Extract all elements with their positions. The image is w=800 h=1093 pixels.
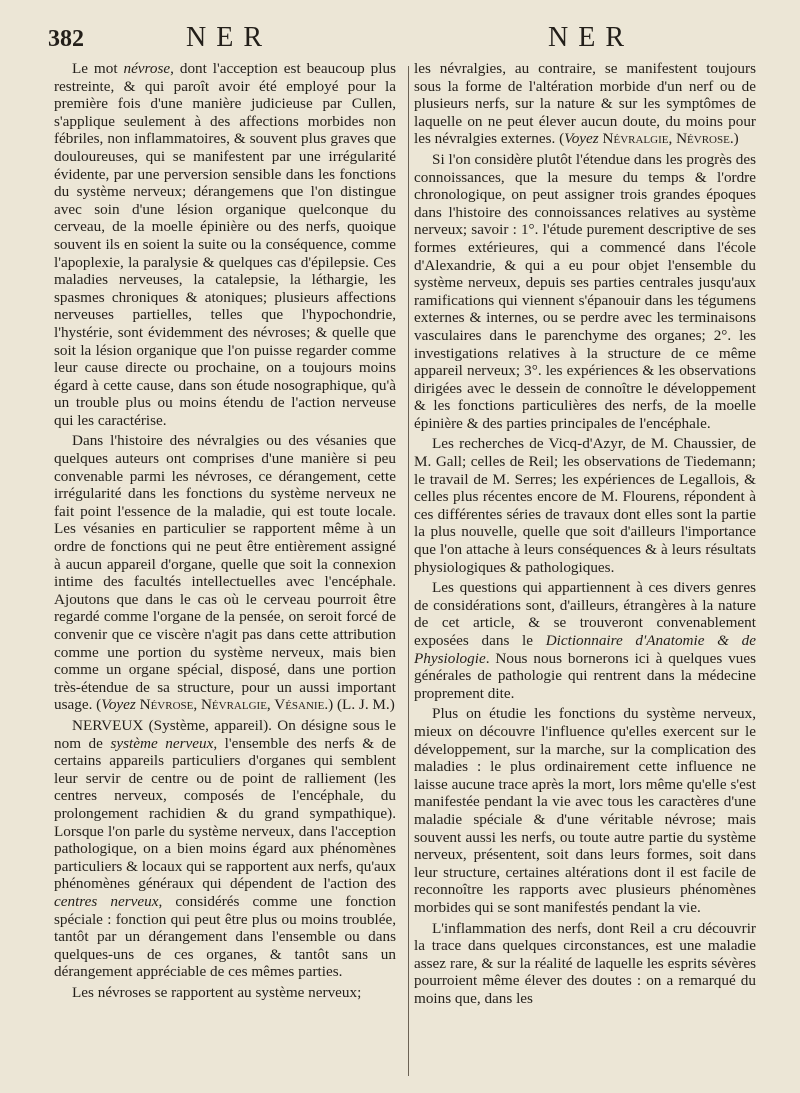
running-head-left: NER [186, 22, 272, 53]
paragraph-inflammation-nerfs: L'inflammation des nerfs, dont Reil a cru découvrir la trace dans quelques circonstances, est une maladie assez rare, & sur la réalité de laquelle les esprits sévères pourroient même élever des doutes : on a remarqué du moins que, dans les [414, 919, 756, 1007]
running-head [0, 22, 800, 62]
paragraph-fonctions-systeme: Plus on étudie les fonctions du système nerveux, mieux on découvre l'influence qu'elles exercent sur le développement, sur la marche, sur la complication des maladies : le plus ordinairement cette influence ne laisse aucune trace après la mort, lors même qu'elle s'est manifestée pendant la vie avec tous les caractères d'une maladie spéciale & d'une véritable névrose; mais souvent aussi les nerfs, ou toute autre partie du système nerveux, présentent, soit dans leurs formes, soit dans leur structure, certaines altérations dont il est facile de reconnoître les rapports avec plusieurs phénomènes morbides qui se sont manifestés pendant la vie. [414, 705, 756, 916]
paragraph-nevrose-definition: Le mot névrose, dont l'acception est beaucoup plus restreinte, & qui paroît avoir été employé pour la première fois d'une manière judicieuse par Cullen, s'applique seulement à des affections morbides non fébriles, non inflammatoires, & souvent plus graves que douloureuses, qui se manifestent par une irrégularité évidente, par une perversion sensible dans les fonctions du système nerveux; dérangemens que l'on distingue avec soin d'une lésion organique quelconque du cerveau, de la moelle épinière ou des nerfs, quoique souvent ils en soient la suite ou la conséquence, comme l'apoplexie, la paralysie & quelques cas d'épilepsie. Ces maladies nerveuses, la catalepsie, la léthargie, les spasmes chroniques & atoniques; plusieurs affections nerveuses partielles, telles que l'hypochondrie, l'hystérie, sont évidemment des névroses; & quelle que soit la lésion organique que l'on puisse regarder comme leur cause directe ou prochaine, on a toujours moins égard à cette cause, dans son étude nosographique, qu'à un trouble plus ou moins étendu de l'action nerveuse qui les caractérise. [54, 60, 396, 429]
entry-headword: NERVEUX [72, 716, 144, 734]
paragraph-trois-epoques: Si l'on considère plutôt l'étendue dans les progrès des connoissances, que la mesure du temps & l'ordre chronologique, on peut assigner trois grandes époques dans l'histoire des connoissances relatives au système nerveux; savoir : 1°. l'étude purement descriptive de ses formes extérieures, qui a commencé dans l'école d'Alexandrie, & qui a eu pour objet l'ensemble du système nerveux, depuis ses parties centrales jusqu'aux ramifications qui viennent s'épanouir dans les tégumens externes & internes, ou se perdre avec les terminaisons vasculaires dans le parenchyme des organes; 2°. les investigations relatives à la structure de ce même appareil nerveux; 3°. les expériences & les observations dirigées avec le dessein de connoître le développement & les fonctions particulières des nerfs, de la moelle épinière & des parties principales de l'encéphale. [414, 150, 756, 432]
paragraph-nevroses-systeme: Les névroses se rapportent au système nerveux; [72, 983, 362, 1001]
paragraph-nevralgies-vesanies: Dans l'histoire des névralgies ou des vésanies que quelques auteurs ont comprises d'une manière si peu convenable parmi les névroses, ce dérangement, cette irrégularité dans les fonctions du système nerveux ne fait point l'essence de la maladie, qui est toute locale. Les vésanies en particulier se rapportent même à un ordre de fonctions qui ne peut être entièrement assigné à aucun appareil d'organe, quelle que soit la connexion intime des facultés intellectuelles avec l'encéphale. Ajoutons que dans le cas où le cerveau pourroit être regardé comme l'organe de la pensée, on seroit forcé de convenir que ce viscère n'agit pas dans cette attribution comme une portion du système nerveux, mais bien comme un organe spécial, disposé, dans une portion très-étendue de sa structure, pour un aussi important usage. (Voyez Névrose, Névralgie, Vésanie.) (L. J. M.) [54, 432, 396, 714]
paragraph-questions: Les questions qui appartiennent à ces divers genres de considérations sont, d'ailleurs, étrangères à la nature de cet article, & se trouveront convenablement exposées dans le Dictionnaire d'Anatomie & de Physiologie. Nous nous bornerons ici à quelques vues générales de pathologie qui rentrent dans la médecine proprement dite. [414, 579, 756, 702]
running-head-right: NER [548, 22, 634, 53]
page-number: 382 [48, 26, 84, 52]
left-column [54, 60, 396, 1004]
paragraph-recherches: Les recherches de Vicq-d'Azyr, de M. Chaussier, de M. Gall; celles de Reil; les observations de Tiedemann; le travail de M. Serres; les expériences de Legallois, & celles plus récentes encore de M. Flourens, répondent à ces différentes séries de travaux dont elles sont la partie la plus nouvelle, quelle que soit d'ailleurs l'importance que l'on attache à leurs conséquences & à leurs résultats physiologiques & pathologiques. [414, 435, 756, 576]
entry-nerveux: NERVEUX (Système, appareil). On désigne sous le nom de système nerveux, l'ensemble des nerfs & de certains appareils particuliers d'organes qui semblent leur servir de centre ou de point de ralliement (les centres nerveux, composés de l'encéphale, du prolongement rachidien & du grand sympathique). Lorsque l'on parle du système nerveux, dans l'acception pathologique, on a bien moins égard aux phénomènes particuliers & locaux qui se rapportent aux nerfs, qu'aux phénomènes généraux qui dépendent de l'action des centres nerveux, considérés comme une fonction spéciale : fonction qui peut être plus ou moins troublée, tantôt par un dérangement dans l'ensemble ou dans quelques-uns de ces organes, & tantôt sans un dérangement appréciable de ces mêmes parties. [54, 716, 396, 981]
paragraph-nevralgies-continued: les névralgies, au contraire, se manifestent toujours sous la forme de l'altération morbide d'un nerf ou de plusieurs nerfs, sur la nature & sur les symptômes de laquelle on ne peut élever aucun doute, du moins pour les névralgies externes. (Voyez Névralgie, Névrose.) [414, 60, 756, 148]
column-divider [408, 66, 409, 1076]
right-column [414, 60, 756, 1010]
